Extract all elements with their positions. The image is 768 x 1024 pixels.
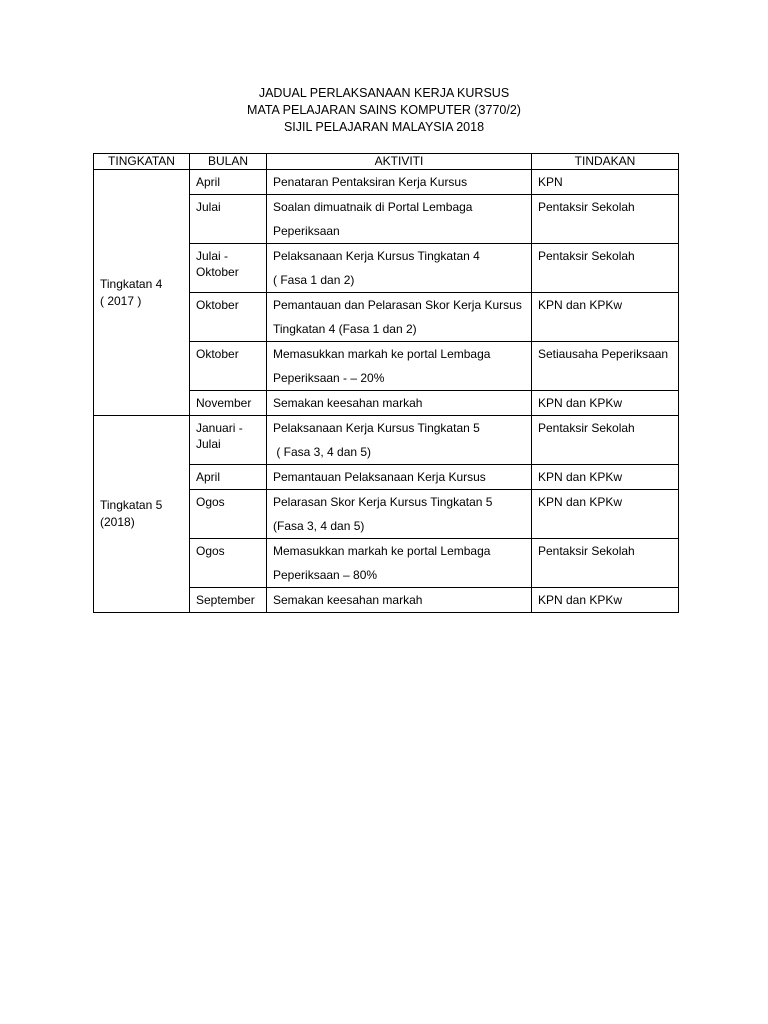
month-cell: April: [190, 170, 267, 195]
title-line-1: JADUAL PERLAKSANAAN KERJA KURSUS: [258, 86, 510, 100]
activity-line: ( Fasa 3, 4 dan 5): [273, 445, 372, 459]
grade-label: Tingkatan 4: [100, 276, 163, 291]
activity-cell: Semakan keesahan markah: [267, 391, 532, 416]
grade-year: (2018): [100, 515, 135, 529]
action-cell: Setiausaha Peperiksaan: [532, 342, 679, 391]
activity-line: ( Fasa 1 dan 2): [273, 273, 355, 287]
month-cell: Januari - Julai: [190, 416, 267, 465]
column-header-bulan: BULAN: [190, 154, 267, 170]
action-cell: KPN dan KPKw: [532, 588, 679, 613]
column-header-aktiviti: AKTIVITI: [267, 154, 532, 170]
activity-line: Pelaksanaan Kerja Kursus Tingkatan 5: [273, 421, 480, 435]
month-cell: Julai: [190, 195, 267, 244]
grade-year: ( 2017 ): [100, 293, 142, 308]
activity-line: (Fasa 3, 4 dan 5): [273, 519, 365, 533]
activity-cell: Soalan dimuatnaik di Portal Lembaga Peperiksaan: [267, 195, 532, 244]
document-title-block: [0, 85, 768, 136]
activity-cell: Pemantauan dan Pelarasan Skor Kerja Kursus Tingkatan 4 (Fasa 1 dan 2): [267, 293, 532, 342]
activity-cell: Semakan keesahan markah: [267, 588, 532, 613]
action-cell: KPN dan KPKw: [532, 293, 679, 342]
month-cell: Oktober: [190, 342, 267, 391]
month-cell: Oktober: [190, 293, 267, 342]
month-cell: Ogos: [190, 539, 267, 588]
title-line-2: MATA PELAJARAN SAINS KOMPUTER (3770/2): [247, 103, 521, 117]
action-cell: KPN: [532, 170, 679, 195]
activity-line: Pelaksanaan Kerja Kursus Tingkatan 4: [273, 249, 480, 263]
activity-cell: Penataran Pentaksiran Kerja Kursus: [267, 170, 532, 195]
activity-cell: [267, 490, 532, 539]
action-cell: KPN dan KPKw: [532, 465, 679, 490]
activity-cell: [267, 416, 532, 465]
grade-cell-tingkatan-4: [94, 170, 190, 416]
month-cell: November: [190, 391, 267, 416]
column-header-tingkatan: TINGKATAN: [94, 154, 190, 170]
column-header-tindakan: TINDAKAN: [532, 154, 679, 170]
action-cell: Pentaksir Sekolah: [532, 539, 679, 588]
month-cell: April: [190, 465, 267, 490]
action-cell: KPN dan KPKw: [532, 490, 679, 539]
activity-cell: Memasukkan markah ke portal Lembaga Peperiksaan - – 20%: [267, 342, 532, 391]
month-cell: Julai - Oktober: [190, 244, 267, 293]
action-cell: Pentaksir Sekolah: [532, 244, 679, 293]
grade-label: Tingkatan 5: [100, 498, 163, 512]
month-cell: Ogos: [190, 490, 267, 539]
table-header-row: [94, 154, 679, 170]
activity-line: Pelarasan Skor Kerja Kursus Tingkatan 5: [273, 495, 493, 509]
month-cell: September: [190, 588, 267, 613]
action-cell: Pentaksir Sekolah: [532, 416, 679, 465]
title-line-3: SIJIL PELAJARAN MALAYSIA 2018: [283, 120, 485, 134]
action-cell: KPN dan KPKw: [532, 391, 679, 416]
grade-cell-tingkatan-5: [94, 416, 190, 613]
activity-cell: Pemantauan Pelaksanaan Kerja Kursus: [267, 465, 532, 490]
activity-cell: Memasukkan markah ke portal Lembaga Peperiksaan – 80%: [267, 539, 532, 588]
action-cell: Pentaksir Sekolah: [532, 195, 679, 244]
table-row: [94, 170, 679, 195]
table-row: [94, 416, 679, 465]
activity-cell: [267, 244, 532, 293]
schedule-table: [93, 153, 679, 613]
